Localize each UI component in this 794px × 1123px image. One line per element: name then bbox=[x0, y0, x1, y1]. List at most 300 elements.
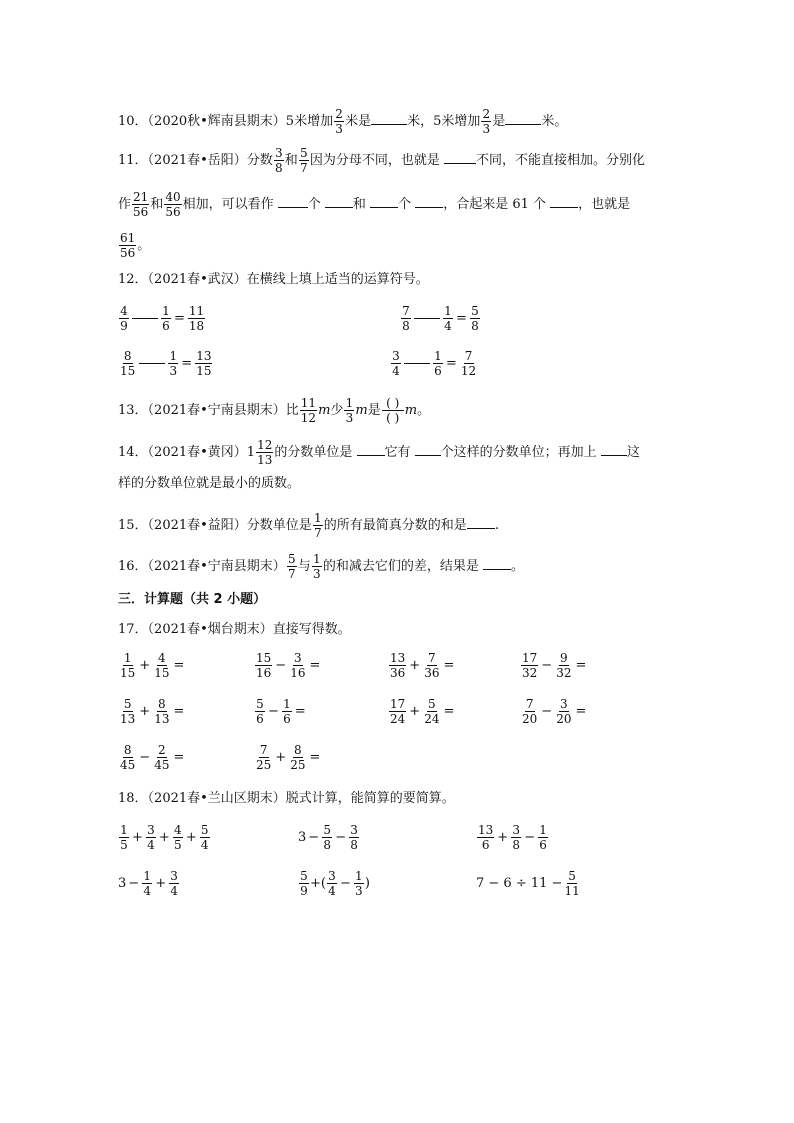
numerator: 1 bbox=[120, 823, 128, 837]
denominator: 3 bbox=[312, 567, 321, 581]
fraction bbox=[555, 698, 572, 725]
denominator: 7 bbox=[313, 526, 322, 540]
denominator: 3 bbox=[169, 364, 178, 378]
denominator: 18 bbox=[188, 319, 205, 333]
fraction bbox=[354, 870, 364, 897]
text-run: m bbox=[355, 403, 368, 418]
numerator: 21 bbox=[133, 190, 149, 204]
numerator: 4 bbox=[173, 823, 182, 837]
numerator: 5 bbox=[299, 146, 308, 160]
denominator: 8 bbox=[274, 161, 283, 175]
operator: − bbox=[268, 704, 279, 719]
q11-text: 。 bbox=[137, 238, 151, 253]
denominator: 15 bbox=[196, 364, 212, 378]
fraction bbox=[470, 305, 480, 332]
q10-text: 米，5米增加 bbox=[407, 114, 481, 129]
fraction bbox=[423, 698, 440, 725]
operator-blank[interactable] bbox=[414, 318, 440, 319]
q11-text: 不同，不能直接相加。分别化 bbox=[475, 153, 645, 168]
denominator: 16 bbox=[290, 666, 306, 680]
numerator: 7 bbox=[402, 304, 410, 318]
text-run: 的分数单位是 bbox=[274, 445, 353, 460]
text-run: 的所有最简真分数的和是 bbox=[323, 518, 467, 533]
denominator: 45 bbox=[120, 758, 136, 772]
operator: + bbox=[409, 704, 421, 719]
answer-blank[interactable] bbox=[467, 515, 495, 529]
numerator: 8 bbox=[158, 697, 166, 711]
denominator: 25 bbox=[256, 758, 272, 772]
operator: = bbox=[456, 311, 467, 326]
denominator: 6 bbox=[256, 712, 264, 726]
numerator: 17 bbox=[390, 697, 406, 711]
question-15 bbox=[118, 512, 499, 539]
denominator: 13 bbox=[257, 453, 273, 467]
denominator: 36 bbox=[424, 666, 440, 680]
denominator: 24 bbox=[390, 712, 406, 726]
numerator: 5 bbox=[568, 869, 576, 883]
operator: + bbox=[409, 658, 421, 673]
q18-expression bbox=[298, 870, 370, 897]
q11-text: 和 bbox=[150, 197, 164, 212]
operator: + bbox=[497, 830, 509, 845]
operator: − bbox=[541, 658, 553, 673]
question-18-title: 18．（2021春•兰山区期末）脱式计算，能简算的要简算。 bbox=[118, 791, 455, 806]
text-run: m bbox=[318, 403, 331, 418]
fraction bbox=[173, 824, 183, 851]
fraction bbox=[169, 870, 179, 897]
q17-item bbox=[118, 698, 186, 725]
q11-text: 相加，可以看作 bbox=[182, 197, 274, 212]
operator: = bbox=[294, 704, 306, 719]
operator: + bbox=[139, 704, 151, 719]
numerator: 1 bbox=[444, 304, 452, 318]
question-16 bbox=[118, 553, 524, 580]
numerator: 1 bbox=[539, 823, 547, 837]
fraction bbox=[119, 698, 136, 725]
operator-blank[interactable] bbox=[132, 318, 158, 319]
text-run: 这 bbox=[626, 445, 640, 460]
q18-expression bbox=[298, 824, 360, 851]
numerator: 17 bbox=[522, 651, 538, 665]
operator: + bbox=[275, 750, 287, 765]
fraction bbox=[289, 652, 306, 679]
denominator: 3 bbox=[482, 122, 491, 136]
denominator: 56 bbox=[165, 205, 181, 219]
numerator: 40 bbox=[165, 190, 181, 204]
fraction bbox=[423, 652, 440, 679]
denominator: 11 bbox=[564, 884, 580, 898]
text-run: ) bbox=[364, 876, 370, 891]
denominator: 8 bbox=[350, 838, 358, 852]
fraction bbox=[563, 870, 580, 897]
denominator: 9 bbox=[300, 884, 308, 898]
q13-text: 13．（2021春•宁南县期末）比 bbox=[118, 403, 299, 418]
operator: = bbox=[575, 658, 587, 673]
answer-blank[interactable] bbox=[415, 194, 443, 208]
denominator: 56 bbox=[133, 205, 149, 219]
answer-blank[interactable] bbox=[601, 442, 627, 456]
fraction bbox=[119, 824, 129, 851]
fraction bbox=[255, 652, 272, 679]
denominator: 4 bbox=[147, 838, 155, 852]
numerator: 7 bbox=[464, 349, 473, 363]
denominator: 3 bbox=[345, 411, 354, 425]
q11-text: ，也就是 bbox=[578, 197, 631, 212]
numerator: 9 bbox=[560, 651, 568, 665]
denominator: 4 bbox=[444, 319, 452, 333]
numerator: 61 bbox=[120, 231, 136, 245]
denominator: 3 bbox=[335, 122, 343, 136]
operator: = bbox=[443, 658, 455, 673]
answer-blank[interactable] bbox=[444, 150, 476, 164]
numerator: 13 bbox=[478, 823, 494, 837]
answer-blank[interactable] bbox=[483, 556, 511, 570]
numerator: 1 bbox=[123, 651, 132, 665]
fraction bbox=[349, 824, 359, 851]
numerator: 13 bbox=[390, 651, 406, 665]
operator: − bbox=[339, 876, 351, 891]
fraction bbox=[146, 824, 156, 851]
text-run: 个这样的分数单位；再加上 bbox=[440, 445, 597, 460]
denominator: 4 bbox=[392, 364, 400, 378]
fraction bbox=[153, 698, 170, 725]
denominator: 4 bbox=[328, 884, 336, 898]
numerator: 3 bbox=[274, 146, 283, 160]
text-run: +( bbox=[310, 876, 326, 891]
numerator: 3 bbox=[392, 349, 400, 363]
numerator: 5 bbox=[256, 697, 264, 711]
numerator: 3 bbox=[350, 823, 358, 837]
denominator: 20 bbox=[522, 712, 538, 726]
denominator: 7 bbox=[299, 161, 308, 175]
fraction bbox=[119, 652, 136, 679]
fraction bbox=[481, 108, 491, 135]
denominator: 8 bbox=[323, 838, 331, 852]
answer-blank[interactable] bbox=[505, 111, 541, 125]
fraction bbox=[168, 350, 178, 377]
operator: − bbox=[128, 876, 140, 891]
answer-blank[interactable] bbox=[278, 194, 308, 208]
fraction bbox=[327, 870, 337, 897]
q10-text: 是 bbox=[492, 114, 506, 129]
operator: − bbox=[524, 830, 536, 845]
denominator: 16 bbox=[256, 666, 272, 680]
question-14-line2: 样的分数单位就是最小的质数。 bbox=[118, 476, 301, 491]
text-run: 16．（2021春•宁南县期末） bbox=[118, 559, 286, 574]
fraction bbox=[443, 305, 453, 332]
q14-text: 14．（2021春•黄冈）1 bbox=[118, 445, 256, 460]
section-heading: 三．计算题（共 2 小题） bbox=[118, 592, 267, 607]
q17-item bbox=[118, 652, 186, 679]
q18-expression bbox=[118, 870, 180, 897]
numerator: 1 bbox=[169, 349, 178, 363]
numerator: 15 bbox=[256, 651, 272, 665]
numerator: 1 bbox=[143, 869, 151, 883]
text-run: 是 bbox=[367, 403, 381, 418]
operator: + bbox=[155, 876, 167, 891]
denominator: 56 bbox=[120, 246, 136, 260]
text-run: 与 bbox=[297, 559, 311, 574]
denominator: 36 bbox=[390, 666, 406, 680]
fraction bbox=[289, 744, 306, 771]
q12-item-1 bbox=[118, 305, 206, 332]
text-run: 。 bbox=[417, 403, 431, 418]
operator: − bbox=[275, 658, 287, 673]
fraction bbox=[256, 439, 273, 466]
operator: = bbox=[309, 658, 321, 673]
denominator: 32 bbox=[556, 666, 572, 680]
text-run: 。 bbox=[510, 559, 524, 574]
numerator: 8 bbox=[294, 743, 302, 757]
numerator: 1 bbox=[434, 349, 442, 363]
text-run: 3 bbox=[298, 830, 307, 845]
denominator: 12 bbox=[460, 364, 477, 378]
fraction bbox=[389, 652, 406, 679]
denominator: 25 bbox=[290, 758, 306, 772]
fraction bbox=[299, 147, 309, 174]
answer-blank[interactable] bbox=[370, 194, 398, 208]
fraction-answer-blank[interactable] bbox=[382, 397, 404, 424]
operator: = bbox=[309, 750, 321, 765]
numerator: 1 bbox=[313, 511, 322, 525]
q11-text: ，合起来是 61 个 bbox=[443, 197, 547, 212]
q11-text: 和 bbox=[284, 153, 298, 168]
denominator: 7 bbox=[287, 567, 296, 581]
denominator: 5 bbox=[173, 838, 182, 852]
fraction bbox=[119, 350, 136, 377]
fraction bbox=[300, 397, 317, 424]
fraction bbox=[511, 824, 521, 851]
question-11-line3 bbox=[118, 232, 150, 259]
numerator: 5 bbox=[200, 823, 209, 837]
text-run: m bbox=[404, 403, 418, 418]
numerator: 11 bbox=[188, 304, 205, 318]
numerator: 1 bbox=[345, 396, 354, 410]
denominator: 4 bbox=[143, 884, 151, 898]
q12-item-4 bbox=[390, 350, 478, 377]
fraction bbox=[538, 824, 548, 851]
answer-blank[interactable] bbox=[325, 194, 353, 208]
denominator: 15 bbox=[120, 666, 136, 680]
denominator: 15 bbox=[154, 666, 170, 680]
numerator: 2 bbox=[482, 107, 491, 121]
text-run: 的和减去它们的差，结果是 bbox=[322, 559, 479, 574]
text-run: 它有 bbox=[384, 445, 411, 460]
text-run: 3 bbox=[118, 876, 127, 891]
question-11-line1 bbox=[118, 147, 645, 174]
q10-prefix: 10．（2020秋•辉南县期末）5米增加 bbox=[118, 114, 334, 129]
denominator: 15 bbox=[120, 364, 136, 378]
numerator: 7 bbox=[428, 651, 436, 665]
denominator: 4 bbox=[200, 838, 209, 852]
fraction bbox=[200, 824, 210, 851]
denominator: 6 bbox=[434, 364, 442, 378]
fraction bbox=[433, 350, 443, 377]
numerator: 4 bbox=[120, 304, 128, 318]
numerator: 3 bbox=[147, 823, 155, 837]
q11-text: 作 bbox=[118, 197, 132, 212]
operator: = bbox=[443, 704, 455, 719]
q10-text: 米是 bbox=[345, 114, 372, 129]
numerator: 13 bbox=[196, 349, 212, 363]
denominator: 6 bbox=[283, 712, 291, 726]
denominator: 8 bbox=[512, 838, 520, 852]
q18-expression bbox=[476, 870, 582, 897]
denominator: 4 bbox=[170, 884, 178, 898]
operator: = bbox=[173, 750, 185, 765]
q11-text: 和 bbox=[352, 197, 366, 212]
denominator: 13 bbox=[154, 712, 170, 726]
operator: − bbox=[308, 830, 320, 845]
fraction bbox=[389, 698, 406, 725]
numerator: 5 bbox=[300, 869, 308, 883]
fraction bbox=[344, 397, 354, 424]
numerator: 4 bbox=[158, 651, 166, 665]
operator: + bbox=[132, 830, 143, 845]
denominator: 20 bbox=[556, 712, 572, 726]
text-run: 少 bbox=[330, 403, 344, 418]
text-run: 15．（2021春•益阳）分数单位是 bbox=[118, 518, 312, 533]
operator: + bbox=[185, 830, 197, 845]
fraction bbox=[142, 870, 152, 897]
numerator: 3 bbox=[328, 869, 336, 883]
operator: + bbox=[158, 830, 170, 845]
question-14-line1 bbox=[118, 439, 640, 466]
operator: = bbox=[181, 356, 193, 371]
question-10 bbox=[118, 108, 567, 135]
numerator: 3 bbox=[170, 869, 178, 883]
denominator: 8 bbox=[471, 319, 479, 333]
fraction bbox=[555, 652, 572, 679]
denominator: 6 bbox=[481, 838, 490, 852]
fraction bbox=[119, 744, 136, 771]
q12-item-2 bbox=[400, 305, 481, 332]
operator: = bbox=[174, 311, 185, 326]
operator: + bbox=[139, 658, 151, 673]
numerator: 2 bbox=[335, 107, 343, 121]
numerator: 3 bbox=[294, 651, 302, 665]
answer-blank[interactable] bbox=[371, 111, 407, 125]
q17-item bbox=[388, 698, 456, 725]
denominator: 5 bbox=[120, 838, 128, 852]
q12-item-3 bbox=[118, 350, 213, 377]
fraction bbox=[460, 350, 477, 377]
numerator: 3 bbox=[512, 823, 520, 837]
numerator: 1 bbox=[355, 869, 363, 883]
denominator: 32 bbox=[522, 666, 538, 680]
q17-item bbox=[520, 698, 588, 725]
fraction bbox=[322, 824, 332, 851]
fraction bbox=[153, 652, 170, 679]
numerator: 5 bbox=[428, 697, 436, 711]
fraction bbox=[287, 553, 297, 580]
numerator: 1 bbox=[162, 304, 170, 318]
answer-blank[interactable] bbox=[357, 442, 385, 456]
operator: − bbox=[335, 830, 347, 845]
fraction bbox=[255, 698, 265, 725]
denominator: 24 bbox=[424, 712, 440, 726]
numerator: 7 bbox=[259, 743, 268, 757]
fraction bbox=[477, 824, 494, 851]
numerator: 5 bbox=[471, 304, 479, 318]
numerator: 2 bbox=[158, 743, 166, 757]
fraction bbox=[161, 305, 171, 332]
q10-text: 米。 bbox=[541, 114, 568, 129]
q17-item bbox=[254, 652, 322, 679]
question-13 bbox=[118, 397, 430, 424]
q17-item bbox=[118, 744, 186, 771]
fraction bbox=[274, 147, 284, 174]
q17-item bbox=[254, 744, 322, 771]
fraction bbox=[299, 870, 309, 897]
fraction bbox=[132, 191, 149, 218]
question-17-title: 17．（2021春•烟台期末）直接写得数。 bbox=[118, 622, 351, 637]
denominator: ( ) bbox=[386, 411, 400, 425]
operator: = bbox=[173, 704, 185, 719]
q11-text: 个 bbox=[307, 197, 321, 212]
fraction bbox=[153, 744, 170, 771]
fraction bbox=[521, 698, 538, 725]
fraction bbox=[119, 305, 129, 332]
answer-blank[interactable] bbox=[550, 194, 578, 208]
numerator: 1 bbox=[312, 552, 321, 566]
fraction bbox=[255, 744, 272, 771]
numerator: 11 bbox=[300, 396, 317, 410]
q11-text: 因为分母不同，也就是 bbox=[309, 153, 440, 168]
denominator: 3 bbox=[355, 884, 363, 898]
operator-blank[interactable] bbox=[139, 363, 165, 364]
numerator: 1 bbox=[283, 697, 291, 711]
q17-item bbox=[388, 652, 456, 679]
operator: = bbox=[173, 658, 185, 673]
fraction bbox=[195, 350, 212, 377]
denominator: 13 bbox=[120, 712, 136, 726]
numerator: 5 bbox=[287, 552, 296, 566]
q18-expression bbox=[476, 824, 549, 851]
fraction bbox=[119, 232, 136, 259]
text-run: . bbox=[494, 518, 499, 533]
text-run: 7 − 6 ÷ 11 − bbox=[476, 876, 563, 891]
question-12-title: 12．（2021春•武汉）在横线上填上适当的运算符号。 bbox=[118, 272, 429, 287]
denominator: 9 bbox=[120, 319, 128, 333]
denominator: 12 bbox=[300, 411, 317, 425]
fraction bbox=[188, 305, 205, 332]
numerator: 8 bbox=[123, 349, 132, 363]
operator: − bbox=[139, 750, 151, 765]
q17-item bbox=[520, 652, 588, 679]
question-11-line2 bbox=[118, 191, 630, 218]
denominator: 6 bbox=[539, 838, 547, 852]
q18-expression bbox=[118, 824, 211, 851]
operator-blank[interactable] bbox=[404, 363, 430, 364]
fraction bbox=[164, 191, 181, 218]
operator: − bbox=[541, 704, 553, 719]
fraction bbox=[334, 108, 344, 135]
numerator: 7 bbox=[525, 697, 534, 711]
q11-text: 11．（2021春•岳阳）分数 bbox=[118, 153, 273, 168]
numerator: 8 bbox=[123, 743, 132, 757]
fraction bbox=[401, 305, 411, 332]
fraction bbox=[282, 698, 292, 725]
denominator: 45 bbox=[154, 758, 170, 772]
answer-blank[interactable] bbox=[415, 442, 441, 456]
denominator: 8 bbox=[402, 319, 410, 333]
operator: = bbox=[446, 356, 457, 371]
numerator: ( ) bbox=[382, 397, 404, 411]
q17-item bbox=[254, 698, 308, 725]
denominator: 6 bbox=[162, 319, 170, 333]
numerator: 12 bbox=[257, 438, 273, 452]
